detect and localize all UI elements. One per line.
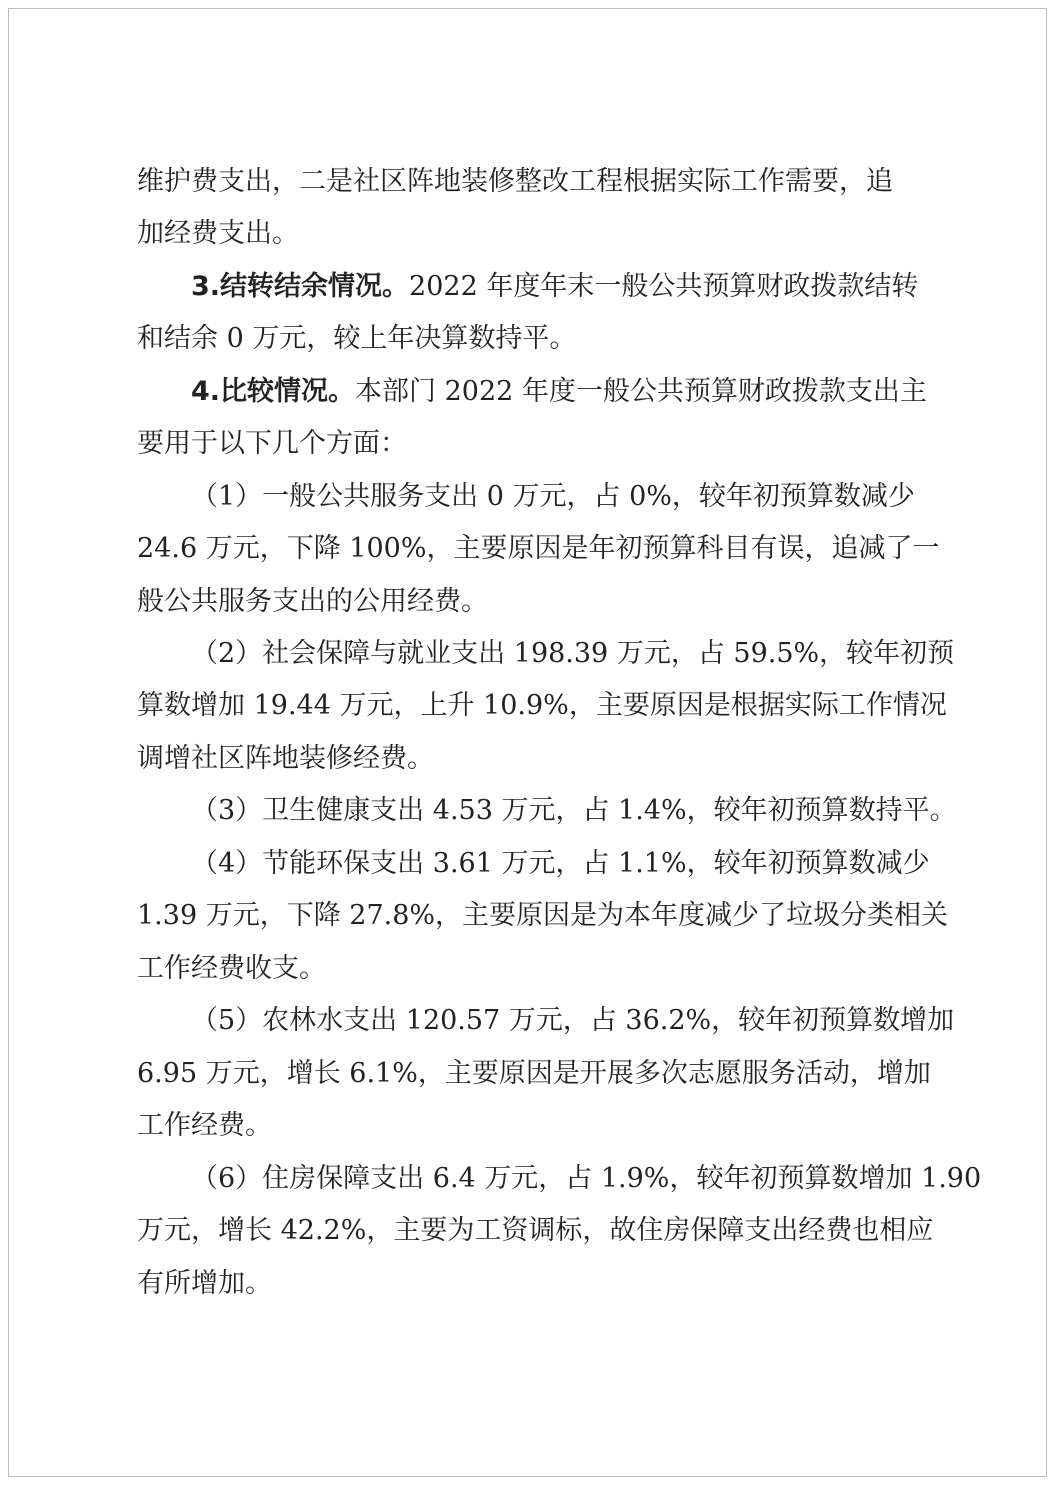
text-line: 工作经费收支。 [137, 953, 326, 984]
text-line: 加经费支出。 [137, 218, 299, 249]
item-4-line: （4）节能环保支出 3.61 万元，占 1.1%，较年初预算数减少 [191, 848, 930, 879]
section-3-line: 3.结转结余情况。2022 年度年末一般公共预算财政拨款结转 [191, 271, 919, 302]
text-line: 算数增加 19.44 万元，上升 10.9%，主要原因是根据实际工作情况 [137, 690, 947, 721]
item-3-line: （3）卫生健康支出 4.53 万元，占 1.4%，较年初预算数持平。 [191, 795, 957, 826]
item-5-line: （5）农林水支出 120.57 万元，占 36.2%，较年初预算数增加 [191, 1005, 955, 1036]
text-line: 6.95 万元，增长 6.1%，主要原因是开展多次志愿服务活动，增加 [137, 1058, 931, 1089]
section-4-line: 4.比较情况。本部门 2022 年度一般公共预算财政拨款支出主 [191, 376, 927, 407]
document-page [8, 8, 1047, 1477]
text-line: 1.39 万元，下降 27.8%，主要原因是为本年度减少了垃圾分类相关 [137, 900, 949, 931]
text-line: 维护费支出，二是社区阵地装修整改工程根据实际工作需要，追 [137, 166, 893, 197]
text-line: 24.6 万元，下降 100%，主要原因是年初预算科目有误，追减了一 [137, 533, 940, 564]
text-line: 调增社区阵地装修经费。 [137, 743, 434, 774]
text-line: 工作经费。 [137, 1110, 272, 1141]
text-line: 万元，增长 42.2%，主要为工资调标，故住房保障支出经费也相应 [137, 1215, 934, 1246]
section-4-heading: 4.比较情况。 [191, 376, 356, 407]
item-1-line: （1）一般公共服务支出 0 万元，占 0%，较年初预算数减少 [191, 481, 915, 512]
section-3-heading: 3.结转结余情况。 [191, 271, 410, 302]
text-line: 有所增加。 [137, 1268, 272, 1299]
text-line: 般公共服务支出的公用经费。 [137, 586, 488, 617]
text-line: 要用于以下几个方面： [137, 428, 407, 459]
item-6-line: （6）住房保障支出 6.4 万元，占 1.9%，较年初预算数增加 1.90 [191, 1163, 982, 1194]
item-2-line: （2）社会保障与就业支出 198.39 万元，占 59.5%，较年初预 [191, 638, 955, 669]
text-line: 和结余 0 万元，较上年决算数持平。 [137, 323, 577, 354]
